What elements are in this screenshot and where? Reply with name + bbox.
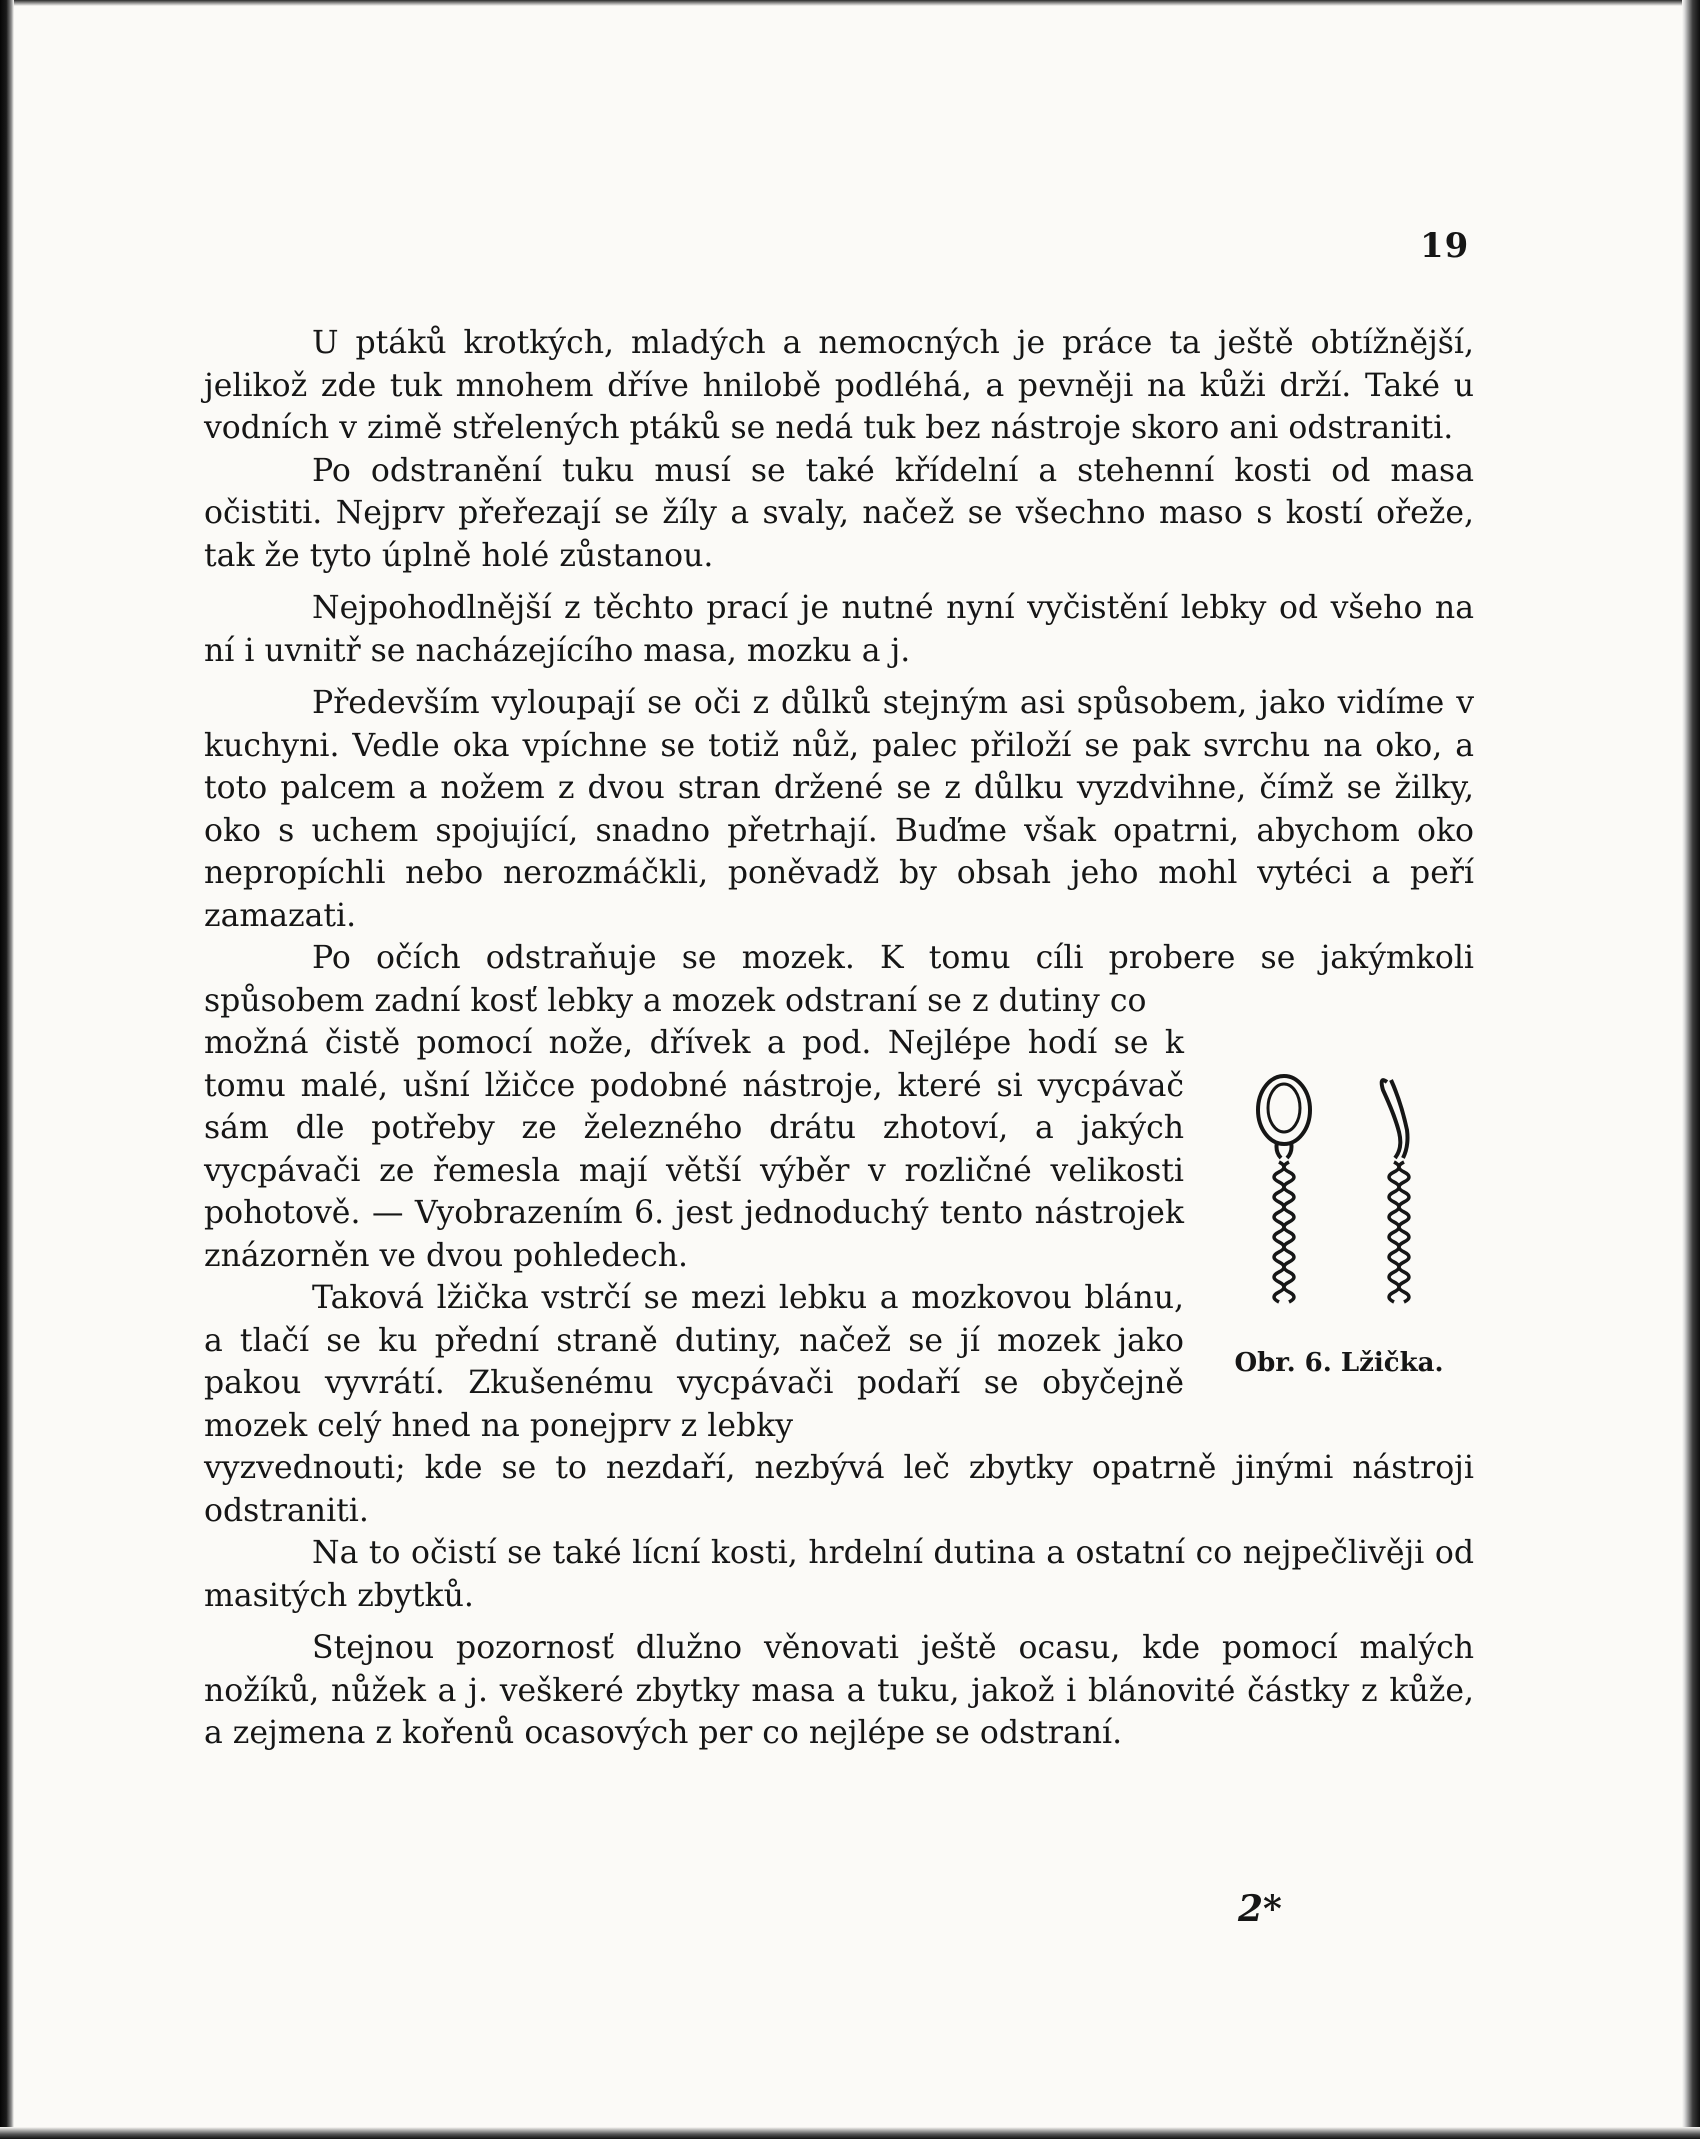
paragraph-3: Nejpohodlnější z těchto prací je nutné nyní vyčistění lebky od všeho na ní i uvnitř se nacházejícího masa, mozku a j. [204,590,1474,669]
paragraph-4: Především vyloupají se oči z důlků stejným asi spůsobem, jako vidíme v kuchyni. Vedle oka vpíchne se totiž nůž, palec přiloží se pak svrchu na oko, a toto palcem a nožem z dvou stran držené se z důlku vyzdvihne, čímž se žilky, oko s uchem spojující, snadno přetrhají. Buďme však opatrni, abychom oko nepropíchli nebo nerozmáčkli, poněvadž by obsah jeho mohl vytéci a peří zamazati. [204,685,1474,934]
paragraph-6: Taková lžička vstrčí se mezi lebku a mozkovou blánu, a tlačí se ku přední straně dutiny, načež se jí mozek jako pakou vyvrátí. Zkušenému vycpávači podaří se obyčejně mozek celý hned na ponejprv z lebky [204,1280,1184,1444]
paragraph-8: Stejnou pozornosť dlužno věnovati ještě ocasu, kde pomocí malých nožíků, nůžek a j. veškeré zbytky masa a tuku, jakož i blánovité částky z kůže, a zejmena z kořenů ocasových per co nejlépe se odstraní. [204,1630,1474,1751]
wrapped-text [204,1022,1184,1447]
paragraph-1: U ptáků krotkých, mladých a nemocných je práce ta ještě obtížnější, jelikož zde tuk mnohem dříve hnilobě podléhá, a pevněji na kůži drží. Také u vodních v zimě střelených ptáků se nedá tuk bez nástroje skoro ani odstraniti. [204,325,1474,446]
signature-mark: 2* [1238,1888,1282,1930]
wire-spoon-icon [1239,1072,1439,1322]
page-edge-top [0,0,1700,6]
text-with-figure [204,1022,1474,1447]
spoon-side-view [1382,1080,1409,1302]
paragraph-5-continued: možná čistě pomocí nože, dřívek a pod. Nejlépe hodí se k tomu malé, ušní lžičce podobné nástroje, které si vycpávač sám dle potřeby ze železného drátu zhotoví, a jakých vycpávači ze řemesla mají větší výběr v rozličné velikosti pohotově. — Vyobrazením 6. jest jednoduchý tento nástrojek znázorněn ve dvou pohledech. [204,1025,1184,1274]
figure-6 [1204,1022,1474,1447]
spoon-front-view [1258,1076,1310,1302]
page-edge-right [1682,0,1700,2139]
paragraph-6-continued: vyzvednouti; kde se to nezdaří, nezbývá leč zbytky opatrně jinými nástroji odstraniti. [204,1450,1474,1529]
page-edge-left [0,0,14,2139]
paragraph-7: Na to očistí se také lícní kosti, hrdelní dutina a ostatní co nejpečlivěji od masitých zbytků. [204,1535,1474,1614]
paragraph-2: Po odstranění tuku musí se také křídelní a stehenní kosti od masa očistiti. Nejprv přeřezají se žíly a svaly, načež se všechno maso s kostí ořeže, tak že tyto úplně holé zůstanou. [204,452,1474,574]
body-text [204,322,1474,1755]
page-number: 19 [1420,226,1470,266]
figure-caption: Obr. 6. Lžička. [1234,1348,1444,1378]
paragraph-5: Po očích odstraňuje se mozek. K tomu cíli probere se jakýmkoli spůsobem zadní kosť lebky a mozek odstraní se z dutiny co [204,940,1474,1019]
page-edge-bottom [0,2127,1700,2139]
